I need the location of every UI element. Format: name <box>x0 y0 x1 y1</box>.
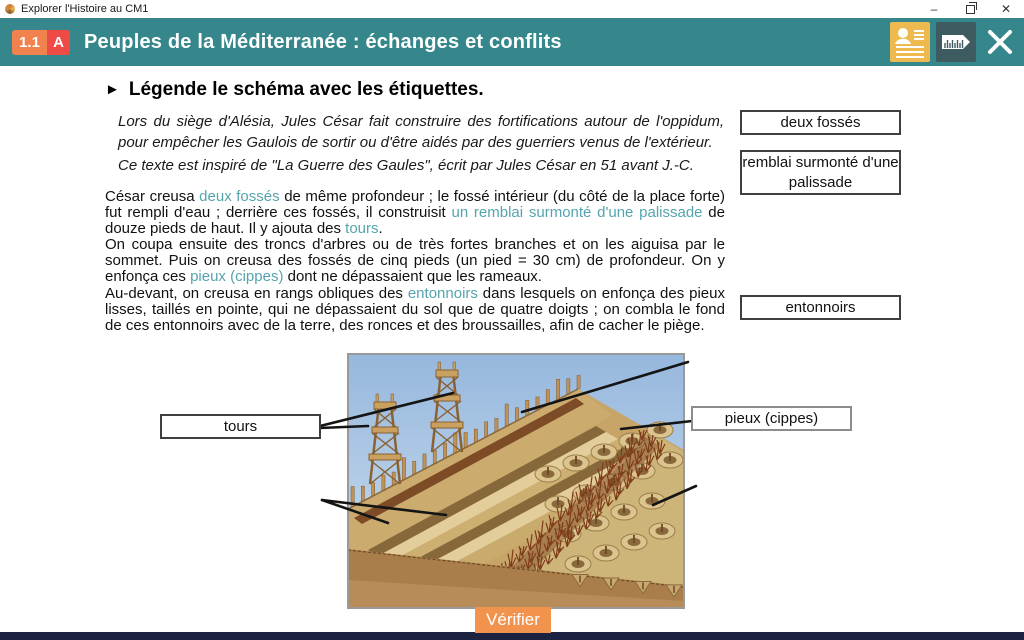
vocab-link[interactable]: un remblai surmonté d'une palissade <box>451 204 703 222</box>
task-heading-text: Légende le schéma avec les étiquettes. <box>128 79 484 100</box>
passage-text <box>105 189 725 334</box>
intro-paragraph: Lors du siège d'Alésia, Jules César fait construire des fortifications autour de l'oppidum, pour empêcher les Gaulois de sortir ou d'être aidés par des guerriers venus de l'extérieur. <box>118 113 724 151</box>
lesson-badge <box>12 30 70 55</box>
maximize-button[interactable] <box>952 0 988 18</box>
close-x-icon <box>986 28 1014 56</box>
tag-pieux-cippes[interactable]: pieux (cippes) <box>691 406 852 431</box>
minimize-button[interactable]: – <box>930 2 938 16</box>
verify-button[interactable]: Vérifier <box>475 607 551 633</box>
source-line: Ce texte est inspiré de "La Guerre des Gaules", écrit par Jules César en 51 avant J.-C. <box>118 157 694 174</box>
passage-segment: On coupa ensuite des troncs d'arbres ou de très fortes branches et on les aiguisa par le sommet. Puis on creusa des fossés de cinq pieds (un pied = 30 cm) de profondeur. On y enfonça ces <box>105 236 725 286</box>
student-card-button[interactable] <box>890 22 930 62</box>
id-card-icon <box>890 22 930 62</box>
app-icon <box>5 4 15 14</box>
vocab-link[interactable]: pieux (cippes) <box>190 268 284 286</box>
bottom-bar <box>0 632 1024 640</box>
vocab-link[interactable]: deux fossés <box>199 188 280 205</box>
passage-segment: . <box>378 220 383 238</box>
window-titlebar <box>0 0 1024 18</box>
window-title: Explorer l'Histoire au CM1 <box>21 3 149 15</box>
passage-segment: de douze pieds de haut. Il y ajouta des <box>105 204 725 238</box>
vocab-link[interactable]: tours <box>345 220 379 238</box>
close-window-button[interactable]: ✕ <box>1000 2 1012 16</box>
tag-deux-fosses[interactable]: deux fossés <box>740 110 901 135</box>
tag-tours[interactable]: tours <box>160 414 321 439</box>
passage-segment: César creusa <box>105 188 200 205</box>
passage-segment: dans lesquels on enfonça des pieux lisses, taillés en pointe, qui ne dépassaient du sol que de quatre doigts ; on combla le fond de ces entonnoirs avec de la terre, des ronces et des broussailles, afin de cacher le piège. <box>105 284 725 334</box>
page-title: Peuples de la Méditerranée : échanges et conflits <box>84 30 562 53</box>
passage-segment: Au-devant, on creusa en rangs obliques des <box>105 284 408 302</box>
passage-segment: de même profondeur ; le fossé intérieur (du côté de la place forte) fut rempli d'eau ; derrière ces fossés, il construisit <box>105 188 726 222</box>
lesson-letter: A <box>47 30 70 55</box>
alesia-fortifications-illustration <box>348 354 684 608</box>
vocab-link[interactable]: entonnoirs <box>407 284 478 302</box>
restore-icon <box>966 5 975 14</box>
task-heading <box>105 79 484 101</box>
ruler-icon <box>936 22 976 62</box>
close-activity-button[interactable] <box>982 24 1018 60</box>
lesson-number: 1.1 <box>12 30 47 55</box>
tag-entonnoirs[interactable]: entonnoirs <box>740 295 901 320</box>
schema-image <box>347 353 685 609</box>
tag-remblai-palissade[interactable]: remblai surmonté d'une palissade <box>740 150 901 195</box>
app-header <box>0 18 1024 66</box>
triangle-bullet-icon: ► <box>105 81 120 98</box>
passage-segment: dont ne dépassaient que les rameaux. <box>283 268 542 286</box>
tools-button[interactable] <box>936 22 976 62</box>
